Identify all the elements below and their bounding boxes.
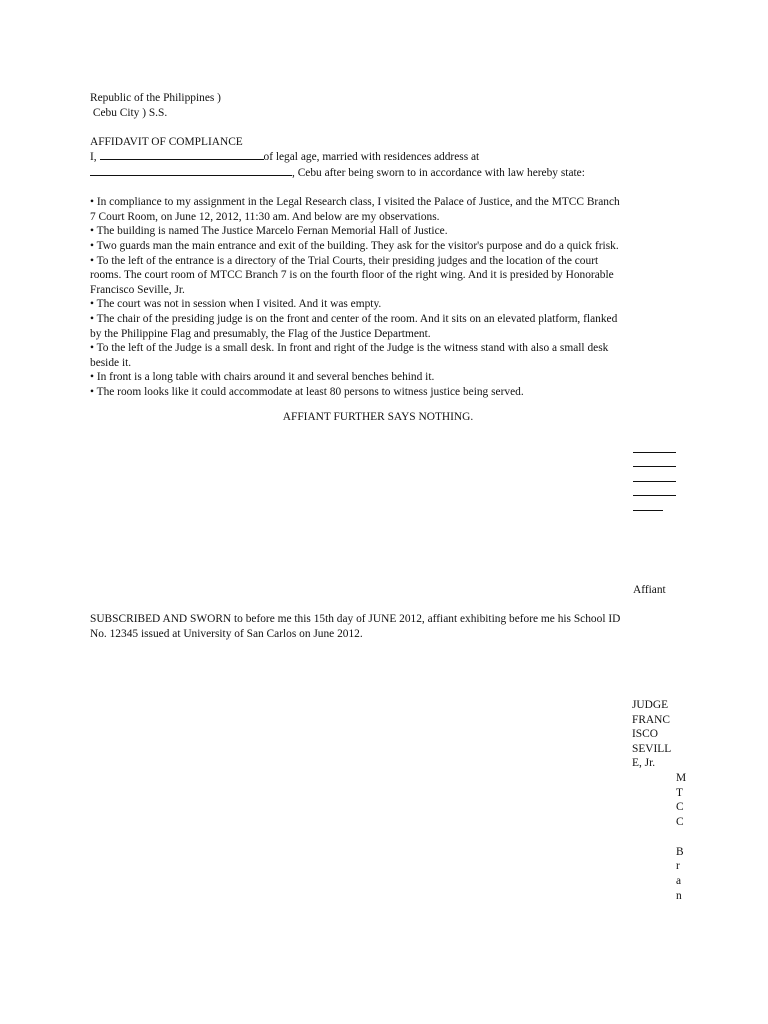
observation-line: • In compliance to my assignment in the Legal Research class, I visited the Palace of Justice, and the MTCC Branch [90, 196, 620, 209]
observation-line: • To the left of the entrance is a directory of the Trial Courts, their presiding judges and the location of the court [90, 254, 599, 267]
court-branch-vertical [676, 771, 686, 903]
vertical-char: a [676, 874, 682, 887]
document-title: AFFIDAVIT OF COMPLIANCE [90, 135, 243, 148]
observation-line: beside it. [90, 356, 132, 369]
judge-name [632, 698, 671, 771]
observation-line: • The building is named The Justice Marcelo Fernan Memorial Hall of Justice. [90, 225, 448, 238]
observation-line: rooms. The court room of MTCC Branch 7 is on the fourth floor of the right wing. And it is presided by Honorable [90, 269, 614, 282]
observation-line: • To the left of the Judge is a small desk. In front and right of the Judge is the witness stand with also a small desk [90, 342, 609, 355]
vertical-char: n [676, 889, 682, 902]
observation-line: • In front is a long table with chairs around it and several benches behind it. [90, 371, 435, 384]
vertical-char: B [676, 845, 684, 858]
intro-prefix: I, [90, 151, 100, 164]
judge-name-line: E, Jr. [632, 757, 656, 770]
intro-line-2 [90, 165, 690, 181]
observation-line: • Two guards man the main entrance and exit of the building. They ask for the visitor's purpose and do a quick frisk. [90, 239, 619, 252]
affiant-further-says-nothing: AFFIANT FURTHER SAYS NOTHING. [282, 411, 474, 423]
vertical-char: C [676, 816, 684, 829]
signature-line [633, 466, 676, 467]
signature-line [633, 495, 676, 496]
vertical-char: C [676, 801, 684, 814]
observations [90, 195, 690, 399]
observation-line: 7 Court Room, on June 12, 2012, 11:30 am. And below are my observations. [90, 210, 440, 223]
address-blank [90, 165, 292, 176]
subscribed-and-sworn [90, 612, 620, 641]
intro-suffix: , Cebu after being sworn to in accordance with law hereby state: [292, 166, 585, 179]
observation-line: • The court was not in session when I visited. And it was empty. [90, 298, 382, 311]
subscribed-line: SUBSCRIBED AND SWORN to before me this 15th day of JUNE 2012, affiant exhibiting before me his School ID [90, 613, 621, 625]
observation-line: • The chair of the presiding judge is on the front and center of the room. And it sits on an elevated platform, flanked [90, 312, 618, 325]
judge-name-line: ISCO [632, 728, 658, 741]
vertical-char: T [676, 786, 683, 799]
observation-line: by the Philippine Flag and presumably, the Flag of the Justice Department. [90, 327, 431, 340]
name-blank [100, 149, 264, 160]
judge-name-line: JUDGE [632, 699, 669, 711]
signature-line [633, 452, 676, 453]
vertical-char: M [676, 772, 687, 784]
intro-mid: of legal age, married with residences address at [263, 151, 480, 164]
affidavit-body [90, 91, 690, 399]
signature-line [633, 510, 663, 511]
header-cebu-city: Cebu City ) S.S. [90, 106, 168, 119]
intro-line-1 [90, 149, 690, 165]
subscribed-line: No. 12345 issued at University of San Carlos on June 2012. [90, 627, 363, 640]
header-republic: Republic of the Philippines ) [90, 92, 221, 104]
observation-line: Francisco Seville, Jr. [90, 283, 185, 296]
observation-line: • The room looks like it could accommodate at least 80 persons to witness justice being served. [90, 385, 524, 398]
judge-name-line: SEVILL [632, 742, 672, 755]
vertical-char: r [676, 860, 680, 873]
signature-line [633, 481, 676, 482]
vertical-char [676, 830, 686, 845]
affiant-label: Affiant [633, 584, 666, 596]
judge-name-line: FRANC [632, 713, 670, 726]
